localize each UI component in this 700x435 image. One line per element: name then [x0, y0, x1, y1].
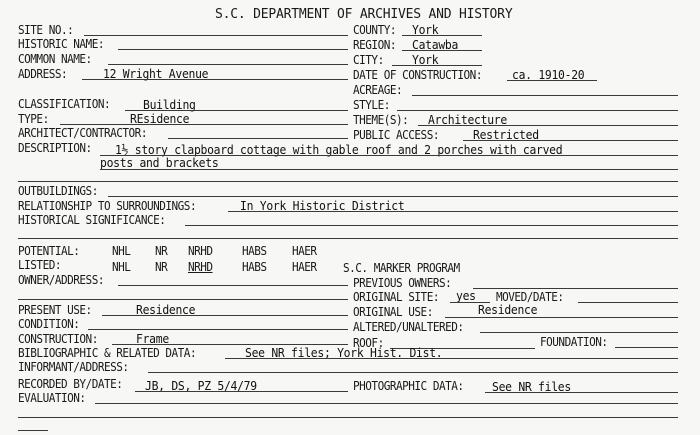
type-label: TYPE: — [18, 112, 49, 126]
style-label: STYLE: — [353, 98, 390, 112]
themes-label: THEME(S): — [353, 113, 409, 127]
original-use-label: ORIGINAL USE: — [353, 305, 433, 319]
region-value: Catawba — [412, 38, 459, 52]
relationship-line[interactable] — [228, 211, 678, 212]
listed-nr[interactable]: NR — [155, 260, 168, 274]
outbuildings-label: OUTBUILDINGS: — [18, 184, 98, 198]
potential-label: POTENTIAL: — [18, 244, 80, 258]
date-of-construction-value: ca. 1910-20 — [512, 68, 585, 82]
architect-line[interactable] — [168, 138, 348, 139]
photographic-data-line[interactable] — [485, 392, 678, 393]
construction-line[interactable] — [112, 344, 348, 345]
type-line[interactable] — [60, 124, 348, 125]
potential-habs[interactable]: HABS — [242, 244, 267, 258]
historic-name-label: HISTORIC NAME: — [18, 37, 104, 51]
informant-label: INFORMANT/ADDRESS: — [18, 360, 129, 374]
historical-significance-line[interactable] — [185, 225, 678, 226]
listed-haer[interactable]: HAER — [292, 260, 317, 274]
classification-value: Building — [143, 98, 196, 112]
roof-label: ROOF: — [353, 336, 384, 350]
relationship-label: RELATIONSHIP TO SURROUNDINGS: — [18, 199, 197, 213]
listed-nhl[interactable]: NHL — [112, 260, 131, 274]
condition-line[interactable] — [88, 329, 348, 330]
common-name-line[interactable] — [108, 64, 348, 65]
historical-significance-label: HISTORICAL SIGNIFICANCE: — [18, 213, 166, 227]
historic-name-line[interactable] — [118, 49, 348, 50]
construction-label: CONSTRUCTION: — [18, 332, 98, 346]
address-label: ADDRESS: — [18, 67, 68, 81]
altered-line[interactable] — [480, 332, 678, 333]
style-line[interactable] — [397, 110, 678, 111]
description-rule-2[interactable] — [100, 169, 678, 170]
construction-value: Frame — [136, 332, 169, 346]
bibliographic-line[interactable] — [225, 358, 678, 359]
description-rule-3[interactable] — [18, 181, 678, 182]
listed-label: LISTED: — [18, 258, 61, 272]
altered-label: ALTERED/UNALTERED: — [353, 320, 464, 334]
moved-date-label: MOVED/DATE: — [496, 290, 564, 304]
outbuildings-line[interactable] — [108, 196, 678, 197]
date-of-construction-label: DATE OF CONSTRUCTION: — [353, 68, 482, 82]
potential-nr[interactable]: NR — [155, 244, 168, 258]
county-line[interactable] — [402, 35, 482, 36]
acreage-line[interactable] — [412, 95, 678, 96]
foundation-label: FOUNDATION: — [540, 335, 608, 349]
owner-address-label: OWNER/ADDRESS: — [18, 273, 104, 287]
bibliographic-value: See NR files; York Hist. Dist. — [245, 346, 443, 360]
type-value: REsidence — [130, 112, 190, 126]
date-of-construction-line[interactable] — [507, 80, 597, 81]
themes-value: Architecture — [428, 113, 507, 127]
original-site-label: ORIGINAL SITE: — [353, 290, 439, 304]
potential-nrhd[interactable]: NRHD — [188, 244, 213, 258]
evaluation-rule-2[interactable] — [18, 417, 678, 418]
public-access-value: Restricted — [473, 128, 539, 142]
acreage-label: ACREAGE: — [353, 83, 403, 97]
present-use-line[interactable] — [102, 315, 348, 316]
city-value: York — [412, 53, 439, 67]
bibliographic-label: BIBLIOGRAPHIC & RELATED DATA: — [18, 346, 197, 360]
address-value: 12 Wright Avenue — [103, 67, 209, 81]
listed-nrhd-selected[interactable]: NRHD — [188, 260, 213, 274]
themes-line[interactable] — [418, 125, 678, 126]
listed-habs[interactable]: HABS — [242, 260, 267, 274]
description-line2: posts and brackets — [100, 156, 219, 170]
marker-program-label: S.C. MARKER PROGRAM — [343, 261, 460, 275]
owner-address-line[interactable] — [118, 285, 348, 286]
classification-label: CLASSIFICATION: — [18, 97, 111, 111]
recorded-by-label: RECORDED BY/DATE: — [18, 377, 123, 391]
informant-line[interactable] — [148, 372, 678, 373]
historical-significance-rule-2[interactable] — [18, 238, 678, 239]
address-line[interactable] — [82, 79, 348, 80]
city-line[interactable] — [392, 65, 482, 66]
present-use-value: Residence — [136, 303, 196, 317]
common-name-label: COMMON NAME: — [18, 52, 92, 66]
relationship-value: In York Historic District — [240, 199, 405, 213]
present-use-label: PRESENT USE: — [18, 303, 92, 317]
original-use-value: Residence — [478, 303, 538, 317]
photographic-data-value: See NR files — [492, 380, 571, 394]
foundation-line[interactable] — [615, 347, 678, 348]
original-use-line[interactable] — [445, 317, 678, 318]
site-no-line[interactable] — [84, 35, 348, 36]
evaluation-line[interactable] — [95, 403, 678, 404]
region-line[interactable] — [402, 50, 482, 51]
public-access-label: PUBLIC ACCESS: — [353, 128, 439, 142]
potential-nhl[interactable]: NHL — [112, 244, 131, 258]
evaluation-label: EVALUATION: — [18, 391, 86, 405]
architect-label: ARCHITECT/CONTRACTOR: — [18, 126, 147, 140]
owner-address-rule-2[interactable] — [18, 299, 348, 300]
site-no-label: SITE NO.: — [18, 23, 74, 37]
form-title: S.C. DEPARTMENT OF ARCHIVES AND HISTORY — [215, 7, 513, 22]
description-label: DESCRIPTION: — [18, 141, 92, 155]
county-value: York — [412, 23, 439, 37]
recorded-by-value: JB, DS, PZ 5/4/79 — [145, 379, 257, 393]
original-site-value: yes — [456, 289, 476, 303]
condition-label: CONDITION: — [18, 317, 80, 331]
previous-owners-label: PREVIOUS OWNERS: — [353, 276, 452, 290]
classification-line[interactable] — [125, 110, 348, 111]
photographic-data-label: PHOTOGRAPHIC DATA: — [353, 379, 464, 393]
previous-owners-line[interactable] — [473, 288, 678, 289]
potential-haer[interactable]: HAER — [292, 244, 317, 258]
moved-date-line[interactable] — [578, 302, 678, 303]
recorded-by-line[interactable] — [135, 391, 348, 392]
description-line1: 1½ story clapboard cottage with gable roof and 2 porches with carved — [115, 143, 563, 157]
public-access-line[interactable] — [463, 140, 678, 141]
region-label: REGION: — [353, 38, 396, 52]
evaluation-rule-3 — [18, 430, 48, 431]
county-label: COUNTY: — [353, 23, 396, 37]
city-label: CITY: — [353, 53, 384, 67]
